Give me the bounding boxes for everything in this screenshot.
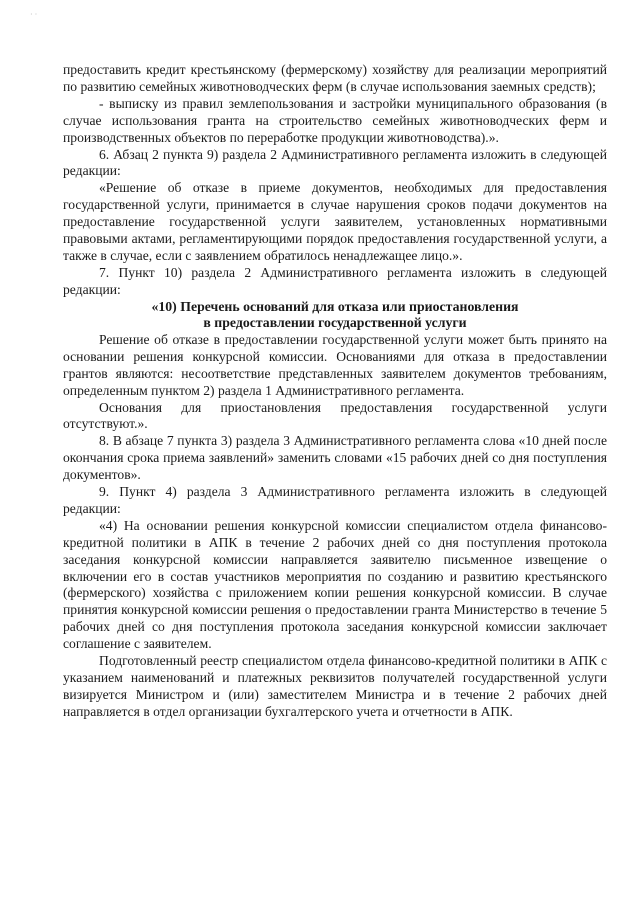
paragraph-suspension-grounds: Основания для приостановления предоставления государственной услуги отсутствуют.». — [63, 399, 607, 432]
paragraph-item-7: 7. Пункт 10) раздела 2 Административного регламента изложить в следующей редакции: — [63, 264, 607, 297]
paragraph-land-use-extract: - выписку из правил землепользования и застройки муниципального образования (в случае использования гранта на строительство семейных животноводческих ферм и производственных объектов по переработке продукции животноводства).». — [63, 95, 607, 145]
document-page — [63, 62, 607, 721]
paragraph-point-4-text: «4) На основании решения конкурсной комиссии специалистом отдела финансово-кредитной политики в АПК в течение 2 рабочих дней со дня поступления протокола заседания конкурсной комиссии направляется заявителю письменное извещение о включении его в состав участников мероприятия по созданию и развитию крестьянского (фермерского) хозяйства с приложением копии решения конкурсной комиссии. В случае принятия конкурсной комиссии решения о предоставлении гранта Министерство в течение 5 рабочих дней со дня поступления протокола заседания конкурсной комиссии заключает соглашение с заявителем. — [63, 517, 607, 652]
paragraph-item-9: 9. Пункт 4) раздела 3 Административного регламента изложить в следующей редакции: — [63, 484, 607, 516]
paragraph-item-8: 8. В абзаце 7 пункта 3) раздела 3 Административного регламента слова «10 дней после окончания срока приема заявлений» заменить словами «15 рабочих дней со дня поступления документов». — [63, 433, 607, 483]
paragraph-registry: Подготовленный реестр специалистом отдела финансово-кредитной политики в АПК с указанием наименований и платежных реквизитов получателей государственной услуги визируется Министром и (или) заместителем Министра и в течение 2 рабочих дней направляется в отдел организации бухгалтерского учета и отчетности в АПК. — [63, 653, 607, 719]
section-heading-line1: «10) Перечень оснований для отказа или приостановления — [151, 298, 519, 314]
section-heading-line2: в предоставлении государственной услуги — [203, 315, 467, 331]
paragraph-refusal-of-acceptance: «Решение об отказе в приеме документов, необходимых для предоставления государственной услуги, принимается в случае нарушения сроков подачи документов на предоставление государственной услуги заявителем, установленных нормативными правовыми актами, регламентирующими порядок предоставления государственной услуги, а также в случае, если с заявлением обратилось ненадлежащее лицо.». — [63, 180, 607, 263]
paragraph-item-6: 6. Абзац 2 пункта 9) раздела 2 Административного регламента изложить в следующей редакции: — [63, 146, 607, 179]
paragraph-refusal-grounds: Решение об отказе в предоставлении государственной услуги может быть принято на основании решения конкурсной комиссии. Основаниями для отказа в предоставлении грантов являются: несоответствие представленных заявителем документов требованиям, определенным пунктом 2) раздела 1 Административного регламента. — [63, 331, 607, 398]
paragraph-credit-list-end: предоставить кредит крестьянскому (фермерскому) хозяйству для реализации мероприятий по развитию семейных животноводческих ферм (в случае использования заемных средств); — [63, 62, 607, 94]
scan-corner-mark: · · — [30, 10, 38, 19]
